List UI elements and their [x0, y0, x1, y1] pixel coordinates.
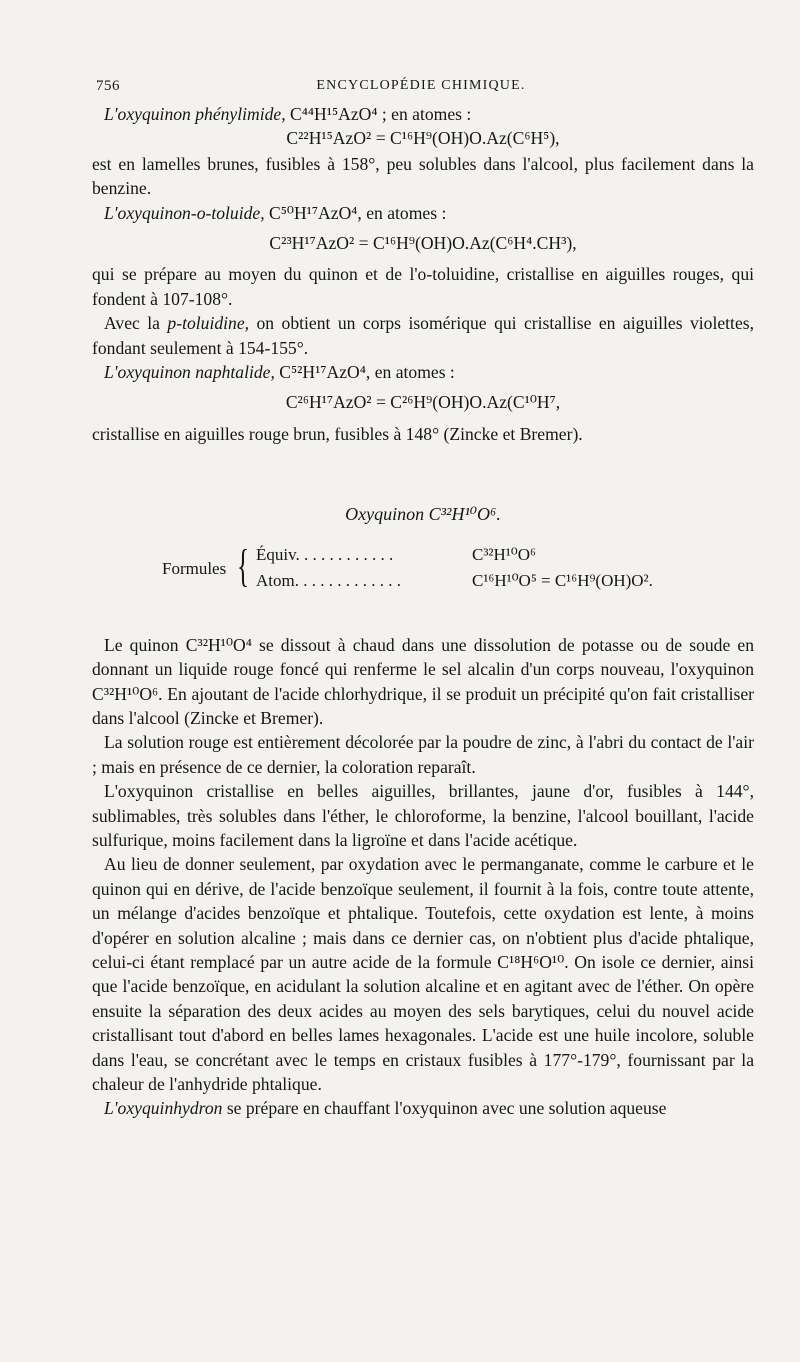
- formula-equiv-label: Équiv. . . . . . . . . . . .: [256, 544, 394, 564]
- paragraph-text: Avec la: [104, 313, 168, 334]
- paragraph-p-toluidine: [92, 311, 754, 360]
- section-title: Oxyquinon C³²H¹⁰O⁶.: [345, 504, 501, 525]
- page-body: [92, 102, 754, 1121]
- paragraph-text: L'oxyquinon cristallise en belles aiguilles, brillantes, jaune d'or, fusibles à 144°, sublimables, très solubles dans l'éther, le chloroforme, la benzine, l'alcool bouillant, l'acide sulfurique, moins facilement dans la ligroïne et dans l'acide acétique.: [92, 781, 754, 850]
- paragraph-text: Le quinon C³²H¹⁰O⁴ se dissout à chaud dans une dissolution de potasse ou de soude en donnant un liquide rouge foncé qui renferme le sel alcalin d'un corps nouveau, l'oxyquinon C³²H¹⁰O⁶. En ajoutant de l'acide chlorhydrique, il se produit un précipité qu'on fait cristalliser dans l'alcool (Zincke et Bremer).: [92, 634, 754, 728]
- compound-name: p-toluidine,: [167, 313, 250, 334]
- paragraph-oxyquinon-naphtalide: [92, 360, 754, 384]
- formulas-label: Formules: [162, 558, 227, 578]
- brace-icon: {: [237, 539, 250, 591]
- running-title: ENCYCLOPÉDIE CHIMIQUE.: [316, 78, 526, 93]
- paragraph-text: se prépare en chauffant l'oxyquinon avec une solution aqueuse: [222, 1098, 667, 1119]
- paragraph-text: La solution rouge est entièrement décolorée par la poudre de zinc, à l'abri du contact de l'air ; mais en présence de ce dernier, la coloration reparaît.: [92, 732, 754, 777]
- compound-name: L'oxyquinhydron: [104, 1098, 223, 1119]
- formula-line: C²³H¹⁷AzO² = C¹⁶H⁹(OH)O.Az(C⁶H⁴.CH³),: [269, 233, 577, 254]
- paragraph-text: C⁵⁰H¹⁷AzO⁴, en atomes :: [264, 202, 447, 223]
- compound-name: L'oxyquinon-o-toluide,: [104, 202, 265, 223]
- compound-name: L'oxyquinon naphtalide,: [104, 362, 275, 383]
- formula-atom-label: Atom. . . . . . . . . . . . .: [256, 570, 401, 590]
- formula-line: C²²H¹⁵AzO² = C¹⁶H⁹(OH)O.Az(C⁶H⁵),: [286, 128, 560, 149]
- formula-line: C²⁶H¹⁷AzO² = C²⁶H⁹(OH)O.Az(C¹⁰H⁷,: [285, 392, 561, 413]
- paragraph-text: qui se prépare au moyen du quinon et de l'o-toluidine, cristallise en aiguilles rouges, qui fondent à 107-108°.: [92, 264, 754, 309]
- paragraph-text: C⁵²H¹⁷AzO⁴, en atomes :: [274, 362, 455, 383]
- formula-atom-value: C¹⁶H¹⁰O⁵ = C¹⁶H⁹(OH)O².: [472, 570, 653, 590]
- page-header: [96, 74, 746, 100]
- paragraph-text: cristallise en aiguilles rouge brun, fusibles à 148° (Zincke et Bremer).: [92, 423, 583, 444]
- paragraph-text: on obtient un corps isomérique qui cristallise en aiguilles violettes, fondant seulement à 154-155°.: [92, 313, 754, 358]
- paragraph-text: Au lieu de donner seulement, par oxydation avec le permanganate, comme le carbure et le quinon qui en dérive, de l'acide benzoïque seulement, il fournit à la fois, contre toute attente, un mélange d'acides benzoïque et phtalique. Toutefois, cette oxydation est lente, à moins d'opérer en solution alcaline ; mais dans ce dernier cas, on n'obtient plus d'acide phtalique, celui-ci étant remplacé par un autre acide de la formule C¹⁸H⁶O¹⁰. On isole ce dernier, ainsi que l'acide benzoïque, en acidulant la solution alcaline et en agitant avec de l'éther. On opère ensuite la séparation des deux acides au moyen des sels barytiques, celui du nouvel acide cristallisant tout d'abord en belles lames hexagonales. L'acide est une huile incolore, soluble dans l'eau, se concrétant avec le temps en cristaux fusibles à 177°-179°, fournissant par la chaleur de l'anhydride phtalique.: [92, 854, 754, 1094]
- paragraph-oxyquinhydron: [92, 1096, 754, 1120]
- compound-name: L'oxyquinon phénylimide,: [104, 104, 286, 124]
- paragraph-oxyquinon-phenylimide: [92, 102, 754, 126]
- formulas-block: [92, 541, 754, 599]
- paragraph-text: est en lamelles brunes, fusibles à 158°, peu solubles dans l'alcool, plus facilement dans la benzine.: [92, 153, 754, 199]
- formula-equiv-value: C³²H¹⁰O⁶: [472, 544, 536, 564]
- page-number: 756: [96, 78, 120, 94]
- paragraph-oxyquinon-o-toluide: [92, 201, 754, 225]
- paragraph-text: C⁴⁴H¹⁵AzO⁴ ; en atomes :: [285, 104, 472, 124]
